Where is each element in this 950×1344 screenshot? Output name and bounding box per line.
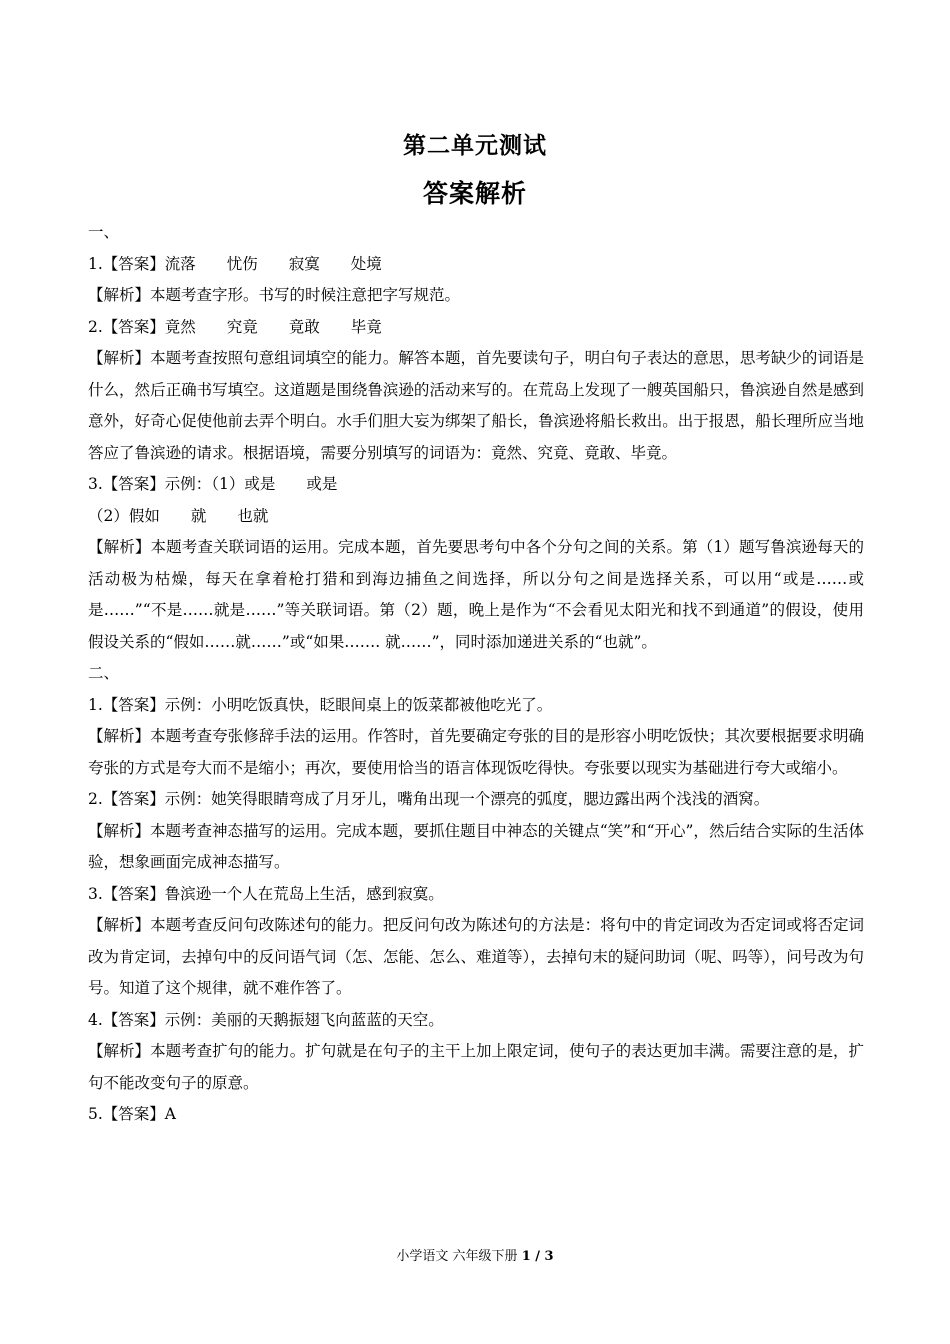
footer-subject: 小学语文 六年级下册	[396, 1249, 518, 1264]
page-footer	[0, 1245, 950, 1264]
document-title: 第二单元测试	[403, 133, 547, 159]
q2-explanation: 【解析】本题考查按照句意组词填空的能力。解答本题，首先要读句子，明白句子表达的意思，思考缺少的词语是什么，然后正确书写填空。这道题是围绕鲁滨逊的活动来写的。在荒岛上发现了一艘英国船只，鲁滨逊自然是感到意外，好奇心促使他前去弄个明白。水手们胆大妄为绑架了船长，鲁滨逊将船长救出。出于报恩，船长理所应当地答应了鲁滨逊的请求。根据语境，需要分别填写的词语为：竟然、究竟、竟敢、毕竟。	[88, 349, 864, 462]
q2-answer: 2.【答案】竟然 究竟 竟敢 毕竟	[88, 317, 382, 336]
section-two-heading: 二、	[88, 664, 120, 682]
p1-explanation: 【解析】本题考查夸张修辞手法的运用。作答时，首先要确定夸张的目的是形容小明吃饭快；其次要根据要求明确夸张的方式是夸大而不是缩小；再次，要使用恰当的语言体现饭吃得快。夸张要以现实为基础进行夸大或缩小。	[88, 727, 864, 777]
q1-explanation: 【解析】本题考查字形。书写的时候注意把字写规范。	[88, 286, 461, 304]
p2-explanation: 【解析】本题考查神态描写的运用。完成本题，要抓住题目中神态的关键点“笑”和“开心”，然后结合实际的生活体验，想象画面完成神态描写。	[88, 821, 864, 871]
q3-answer-part2: （2）假如 就 也就	[88, 506, 269, 525]
q3-explanation: 【解析】本题考查关联词语的运用。完成本题，首先要思考句中各个分句之间的关系。第（1）题写鲁滨逊每天的活动极为枯燥，每天在拿着枪打猎和到海边捕鱼之间选择，所以分句之间是选择关系，可以用“或是……或是……”“不是……就是……”等关联词语。第（2）题，晚上是作为“不会看见太阳光和找不到通道”的假设，使用假设关系的“假如……就……”或“如果……. 就……”，同时添加递进关系的“也就”。	[88, 538, 864, 651]
p3-explanation: 【解析】本题考查反问句改陈述句的能力。把反问句改为陈述句的方法是：将句中的肯定词改为否定词或将否定词改为肯定词，去掉句中的反问语气词（怎、怎能、怎么、难道等），去掉句末的疑问助词（呢、吗等），问号改为句号。知道了这个规律，就不难作答了。	[88, 916, 864, 997]
section-one-heading: 一、	[88, 223, 120, 241]
p5-answer: 5.【答案】A	[88, 1105, 176, 1123]
p4-answer: 4.【答案】示例：美丽的天鹅振翅飞向蓝蓝的天空。	[88, 1010, 444, 1029]
p3-answer: 3.【答案】鲁滨逊一个人在荒岛上生活，感到寂寞。	[88, 884, 444, 903]
document-subtitle: 答案解析	[422, 179, 527, 208]
q1-answer: 1.【答案】流落 忧伤 寂寞 处境	[88, 254, 382, 273]
p1-answer: 1.【答案】示例：小明吃饭真快，眨眼间桌上的饭菜都被他吃光了。	[88, 695, 553, 714]
q3-answer: 3.【答案】示例：（1）或是 或是	[88, 475, 338, 493]
p4-explanation: 【解析】本题考查扩句的能力。扩句就是在句子的主干上加上限定词，使句子的表达更加丰满。需要注意的是，扩句不能改变句子的原意。	[88, 1042, 864, 1092]
p2-answer: 2.【答案】示例：她笑得眼睛弯成了月牙儿，嘴角出现一个漂亮的弧度，腮边露出两个浅浅的酒窝。	[88, 790, 770, 808]
document-body	[88, 217, 864, 1131]
page-number: 1 / 3	[521, 1249, 554, 1264]
